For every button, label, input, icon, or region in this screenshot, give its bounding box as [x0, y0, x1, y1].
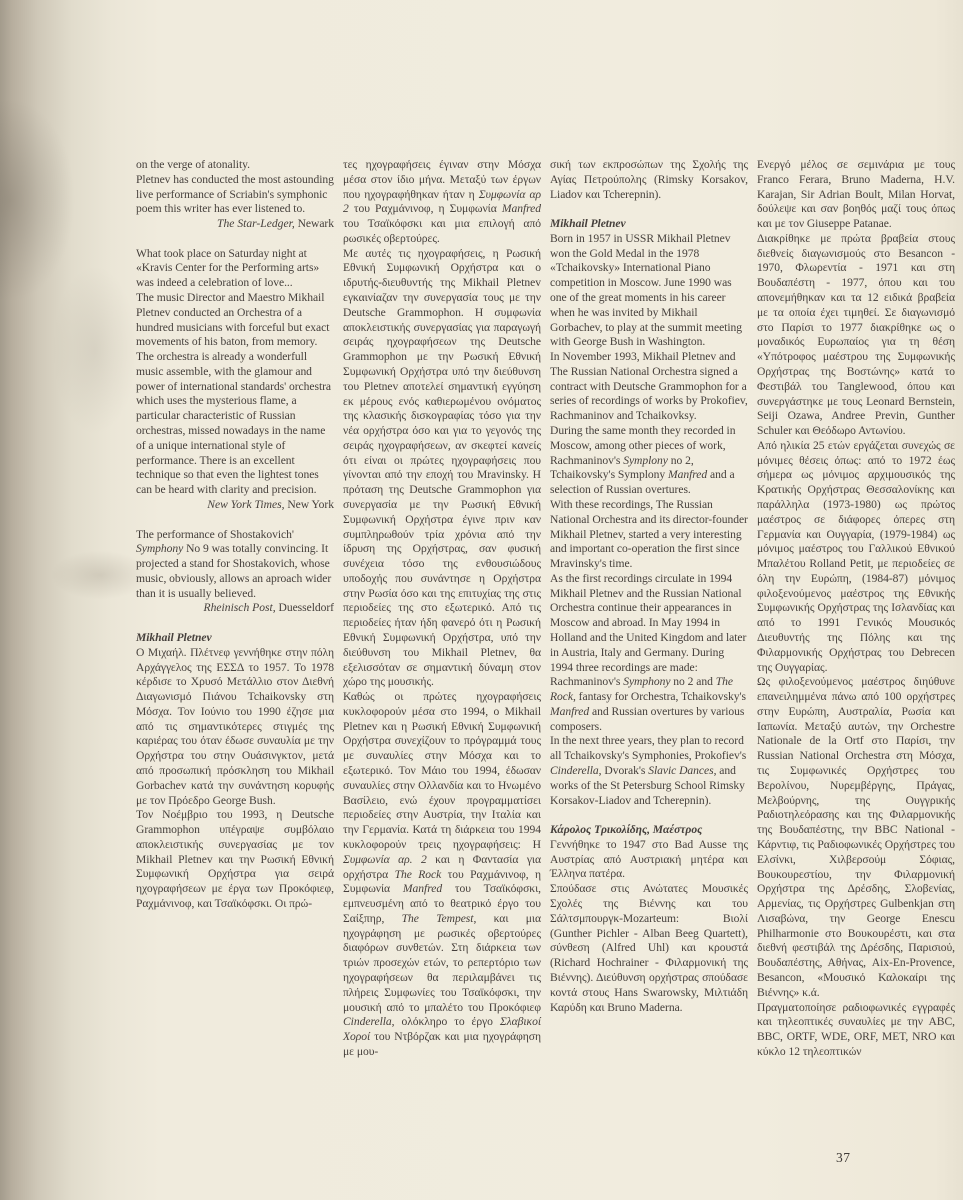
section-heading: Κάρολος Τρικολίδης, Μαέστρος [550, 823, 703, 837]
paragraph: Με αυτές τις ηχογραφήσεις, η Ρωσική Εθνική Συμφωνική Ορχήστρα και ο ιδρυτής-διευθυντής της Mikhail Pletnev εγκαινίαζαν την συνεργασία τους με την Deutsche Grammophon. Η συμφωνία αποκλειστικής συνεργασίας για παραγωγή σειράς ηχογραφήσεων της Deutsche Grammophon με την Ρωσική Εθνική Συμφωνική Ορχήστρα υπό την διεύθυνση του Pletnev αποτελεί σημαντική εγγύηση εκ μέρους ενός καθιερωμένου ονόματος της κλασικής δισκογραφίας τόσο για την νέα ορχήστρα όσο και για το γεγονός της σειράς ηχογραφήσεων, αν σκεφτεί κανείς ότι είναι οι πρώτες ηχογραφήσεις που γίνονται από την εποχή του Mravinsky. Η πρόταση της Deutsche Grammophon για συνεργασία με την Ρωσική Εθνική Συμφωνική Ορχήστρα έγινε πριν καν συμπληρωθούν τρία χρόνια από την ίδρυση της Ορχήστρας, σαν φυσική συνέχεια τόσο της ενθουσιώδους υποδοχής που συνάντησε η Ορχήστρα στην Ρωσία όσο και της επιτυχίας της στις περιοδείες της στο εξωτερικό. Από τις περιοδείες ήταν ήδη φανερό ότι η Ρωσική Εθνική Συμφωνική Ορχήστρα, υπό την διεύθυνση του Mikhail Pletnev, θα εξελισσόταν σε σημαντική δύναμη στον χώρο της μουσικής. [343, 246, 541, 689]
text-columns [136, 158, 954, 1060]
paragraph: Ως φιλοξενούμενος μαέστρος διηύθυνε επανειλημμένα πάνω από 100 ορχήστρες στην Ευρώπη, Αυστραλία, Ρωσία και Ιαπωνία. Μεταξύ αυτών, την Orchestre Nationale de la Ortf στο Παρίσι, την Russian National Orchestra στη Μόσχα, τις Συμφωνικές Ορχήστρες του Βερολίνου, Νυρεμβέργης, Πράγας, Μελβούρνης, της Ουγγρικής Ραδιοτηλεόρασης και της Φιλαρμονικής της Βουδαπέστης, την BBC National - Κάρντιφ, τις Ραδιοφωνικές Ορχήστρες του Ελσίνκι, Χιλβερσούμ Σόφιας, Βουκουρεστίου, την Φιλαρμονική Ορχήστρα της Δρέσδης, Σλοβενίας, Αρμενίας, τις Ορχήστρες Gulbenkjan στη Λισαβώνα, την George Enescu Philharmonie στο Βουκουρέστι, και στα διεθνή φεστιβάλ της Δρέσδης, Παρισιού, Βουδαπέστης, Αθήνας, Aix-En-Provence, Besancon, «Μουσικό Καλοκαίρι της Βιέννης» κ.ά. [757, 675, 955, 999]
paragraph: During the same month they recorded in Moscow, among other pieces of work, Rachmaninov's Symplony no 2, Tchaikovsky's Symplony Manfred and a selection of Russian overtures. [550, 424, 736, 497]
citation: Rheinisch Post, Duesseldorf [203, 601, 334, 615]
paragraph: Σπούδασε στις Ανώτατες Μουσικές Σχολές της Βιέννης και του Σάλτσμπουργκ-Mozarteum: Βιολί (Gunther Pichler - Alban Beeg Quartett), σύνθεση (Alfred Uhl) και κρουστά (Richard Hochrainer - Φιλαρμονική της Βιέννης). Διεύθυνση ορχήστρας σπούδασε κοντά στους Hans Swarowsky, Μιλτιάδη Καρύδη και Bruno Maderna. [550, 882, 748, 1014]
text-column-4 [757, 158, 955, 1060]
paragraph-gap [136, 513, 334, 528]
paragraph: Από ηλικία 25 ετών εργάζεται συνεχώς σε μόνιμες θέσεις όπως: από το 1972 έως σήμερα ως μόνιμος αρχιμουσικός της Κρατικής Ορχήστρας Θεσσαλονίκης και παράλληλα (1973-1980) ως πρώτος μαέστρος σε διάφορες όπερες στη Γερμανία και Ουγγαρία, (1979-1984) ως μόνιμος μαέστρος του Γαλλικού Εθνικού Μπαλέτου Rolland Petit, με περιοδείες σε όλη την Ευρώπη, (1984-87) μόνιμος φιλοξενούμενος μαέστρος της Εθνικής Συμφωνικής Ορχήστρας της Ισλανδίας και από το 1991 Γενικός Μουσικός Διευθυντής της Πόλης και της Φιλαρμονικής Ορχήστρας του Debrecen της Ουγγαρίας. [757, 438, 955, 674]
paragraph: The performance of Shostakovich' Symphony No 9 was totally convincing. It projected a stand for Shostakovich, whose music, obviously, allows an aproach wider than it is usually believed. [136, 527, 332, 600]
paragraph-gap [136, 232, 334, 247]
paragraph-gap [136, 616, 334, 631]
paragraph: In November 1993, Mikhail Pletnev and The Russian National Orchestra signed a contract with Deutsche Grammophon for a series of recordings of works by Prokofiev, Rachmaninov and Tchaikovksy. [550, 350, 748, 423]
paragraph: Born in 1957 in USSR Mikhail Pletnev won the Gold Medal in the 1978 «Tchaikovsky» International Piano competition in Moscow. June 1990 was one of the great moments in his career when he was invited by Mikhail Gorbachev, to play at the summit meeting with George Bush in Washington. [550, 231, 743, 349]
paragraph: With these recordings, The Russian National Orchestra and its director-founder Mikhail Pletnev, started a very interesting and important co-operation the first since Mravinsky's time. [550, 497, 748, 571]
text-column-3 [550, 158, 748, 1060]
section-heading: Mikhail Pletnev [136, 630, 212, 644]
paragraph: Ο Μιχαήλ. Πλέτνεφ γεννήθηκε στην πόλη Αρχάγγελος της ΕΣΣΔ το 1957. Το 1978 κέρδισε το Χρυσό Μετάλλιο στον Διεθνή Διαγωνισμό Πιάνου Tchaikovsky στη Μόσχα. Τον Ιούνιο του 1990 έζησε μια από τις σημαντικότερες στιγμές της καριέρας του όταν έδωσε συναυλία με την Ορχήστρα του στην Ουάσινγκτον, μετά από προσωπική πρόσκληση του Mikhail Gorbachev κατά την συνάντηση κορυφής με τον Πρόεδρο George Bush. [136, 645, 334, 807]
citation: New York Times, New York [207, 497, 334, 511]
citation: The Star-Ledger, Newark [217, 217, 334, 231]
paragraph: Τον Νοέμβριο του 1993, η Deutsche Grammophon υπέγραψε συμβόλαιο αποκλειστικής συνεργασίας με τον Mikhail Pletnev και την Ρωσική Εθνική Συμφωνική Ορχήστρα για σειρά ηχογραφήσεων με έργα των Προκόφιεφ, Ραχμάνινοφ, και Τσαϊκόφσκι. Οι πρώ- [136, 808, 334, 911]
section-heading: Mikhail Pletnev [550, 217, 626, 231]
page-number: 37 [836, 1150, 851, 1165]
text-column-2 [343, 158, 541, 1060]
paragraph-gap [550, 808, 748, 823]
paragraph: τες ηχογραφήσεις έγιναν στην Μόσχα μέσα στον ίδιο μήνα. Μεταξύ των έργων που ηχογραφήθηκαν ήταν η Συμφωνία αρ 2 του Ραχμάνινοφ, η Συμφωνία Manfred του Τσαϊκόφσκι και μια επιλογή από ρωσικές οβερτούρες. [343, 158, 541, 245]
paragraph: In the next three years, they plan to record all Tchaikovsky's Symphonies, Prokofiev's Cinderella, Dvorak's Slavic Dances, and works of the St Petersburg School Rimsky Korsakov-Liadov and Tcherepnin). [550, 734, 747, 807]
paragraph: on the verge of atonality. Pletnev has conducted the most astounding live performance of Scriabin's symphonic poem this writer has ever listened to. [136, 158, 334, 216]
paragraph: Ενεργό μέλος σε σεμινάρια με τους Franco Ferara, Bruno Maderna, H.V. Karajan, Sir Adrian Boult, Milan Horvat, δούλεψε και σαν βοηθός μαζί τους όπως και με τον Giuseppe Patanae. [757, 158, 955, 231]
paragraph: Διακρίθηκε με πρώτα βραβεία στους διεθνείς διαγωνισμούς στο Besancon - 1970, Φλωρεντία - 1971 και στη Βουδαπέστη - 1977, όπου και του απονεμήθηκαν και τα 12 ειδικά βραβεία με τα οποία έχει τιμηθεί. Σε διαγωνισμό στο Παρίσι το 1977 διακρίθηκε ως ο μοναδικός Ευρωπαίος για τη θέση «Υπότροφος μαέστρου της Συμφωνικής Ορχήστρας της Βοστώνης» κατά το Φεστιβάλ του Tanglewood, όπου και συνεργάστηκε με τους Leonard Bernstein, Seiji Ozawa, Andree Previn, Gunther Schuler και Θεόδωρο Αντωνίου. [757, 231, 955, 438]
paragraph: σική των εκπροσώπων της Σχολής της Αγίας Πετρούπολης (Rimsky Korsakov, Liadov και Tcherepnin). [550, 158, 748, 201]
paragraph: Γεννήθηκε το 1947 στο Bad Ausse της Αυστρίας από Αυστριακή μητέρα και Έλληνα πατέρα. [550, 837, 748, 881]
paragraph: Πραγματοποίησε ραδιοφωνικές εγγραφές και τηλεοπτικές συναυλίες με την ABC, BBC, ORTF, WDE, ORF, MET, NRO και κύκλο 12 τηλεοπτικών [757, 1000, 955, 1058]
paragraph-gap [550, 202, 748, 217]
paragraph: Καθώς οι πρώτες ηχογραφήσεις κυκλοφορούν μέσα στο 1994, ο Mikhail Pletnev και η Ρωσική Εθνική Συμφωνική Ορχήστρα συνεχίζουν το πρόγραμμά τους με συναυλίες στην Μόσχα και το εξωτερικό. Τον Μάιο του 1994, έδωσαν συναυλίες στην Ολλανδία και το Ηνωμένο Βασίλειο, ενώ έχουν προγραμματίσει περιοδείες στην Αυστρία, την Ιταλία και την Γερμανία. Κατά τη διάρκεια του 1994 κυκλοφορούν τρεις ηχογραφήσεις: Η Συμφωνία αρ. 2 και η Φαντασία για ορχήστρα The Rock του Ραχμάνινοφ, η Συμφωνία Manfred του Τσαϊκόφσκι, εμπνευσμένη από το θεατρικό έργο του Σαίξπηρ, The Tempest, και μια ηχογράφηση με ρωσικές οβερτούρες διαφόρων συνθετών. Στη διάρκεια των τριών προσεχών ετών, το ρεπερτόριο των ηχογραφήσεων θα περιλαμβάνει τις πλήρεις Συμφωνίες του Τσαϊκόφσκι, την μουσική από το μπαλέτο του Προκόφιεφ Cinderella, ολόκληρο το έργο Σλαβικοί Χοροί του Ντβόρζακ και μια ηχογράφηση με μου- [343, 690, 541, 1058]
paragraph: What took place on Saturday night at «Kravis Center for the Performing arts» was indeed a celebration of love... The music Director and Maestro Mikhail Pletnev conducted an Orchestra of a hundred musicians with forceful but exact movements of his baton, from memory. The orchestra is already a wonderfull music assemble, with the glamour and power of international standards' orchestra which uses the mysterious flame, a particular characteristic of Russian orchestras, missed nowadays in the name of a unique international style of performance. There is an excellent technique so that even the lightest tones can be heard with clarity and precision. [136, 246, 332, 497]
paragraph: As the first recordings circulate in 1994 Mikhail Pletnev and the Russian National Orchestra continue their appearances in Moscow and abroad. In May 1994 in Holland and the United Kingdom and later in Austria, Italy and Germany. During 1994 three recordings are made: Rachmaninov's Symphony no 2 and The Rock, fantasy for Orchestra, Tchaikovsky's Manfred and Russian overtures by various composers. [550, 571, 747, 733]
text-column-1 [136, 158, 334, 1060]
